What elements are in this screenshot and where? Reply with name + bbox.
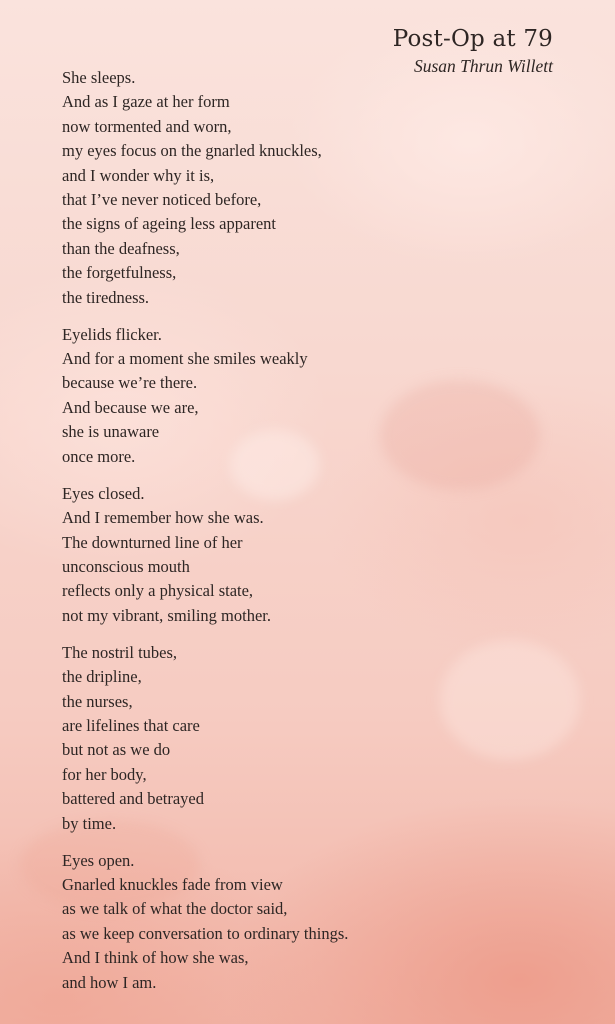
poem-line: as we keep conversation to ordinary things. bbox=[62, 923, 349, 943]
poem-line: The nostril tubes, bbox=[62, 642, 178, 662]
poem-line: And because we are, bbox=[62, 397, 199, 417]
poem-line: by time. bbox=[62, 813, 117, 833]
poem-line: as we talk of what the doctor said, bbox=[62, 899, 288, 919]
poem-line: that I’ve never noticed before, bbox=[62, 190, 262, 210]
poem-line: Eyes open. bbox=[62, 850, 135, 870]
poem-line: And as I gaze at her form bbox=[62, 92, 230, 112]
poem-line: once more. bbox=[62, 446, 136, 466]
poem-line: battered and betrayed bbox=[62, 789, 205, 809]
poem-line: reflects only a physical state, bbox=[62, 581, 254, 601]
poem-line: and how I am. bbox=[62, 972, 157, 992]
poem-line: And I remember how she was. bbox=[62, 508, 264, 528]
poem-line: not my vibrant, smiling mother. bbox=[62, 605, 271, 625]
poem-line: for her body, bbox=[62, 764, 147, 784]
poem-line: And I think of how she was, bbox=[62, 948, 249, 968]
poem-line: the signs of ageing less apparent bbox=[62, 214, 276, 234]
poem-line: Gnarled knuckles fade from view bbox=[62, 874, 283, 894]
poem-line: but not as we do bbox=[62, 740, 171, 760]
poem-line: She sleeps. bbox=[62, 68, 136, 87]
stanza bbox=[62, 641, 482, 836]
poem-line: are lifelines that care bbox=[62, 715, 200, 735]
stanza bbox=[62, 323, 482, 469]
poem-title: Post-Op at 79 bbox=[392, 26, 553, 52]
poem-line: the nurses, bbox=[62, 691, 133, 711]
poem-line: Eyelids flicker. bbox=[62, 324, 162, 344]
poem-line: and I wonder why it is, bbox=[62, 165, 215, 185]
poem-line: Eyes closed. bbox=[62, 483, 145, 503]
stanza bbox=[62, 849, 482, 995]
poem-line: the dripline, bbox=[62, 667, 142, 687]
poem-line: she is unaware bbox=[62, 422, 160, 442]
poem-line: The downturned line of her bbox=[62, 532, 243, 552]
poem-line: unconscious mouth bbox=[62, 556, 190, 576]
poem-line: because we’re there. bbox=[62, 373, 198, 393]
stanza bbox=[62, 66, 482, 310]
stanza bbox=[62, 482, 482, 628]
poem-line: now tormented and worn, bbox=[62, 116, 232, 136]
poem-line: my eyes focus on the gnarled knuckles, bbox=[62, 141, 322, 161]
poem-line: the forgetfulness, bbox=[62, 263, 177, 283]
poem-line: than the deafness, bbox=[62, 238, 180, 258]
poem-body bbox=[62, 66, 482, 1008]
poem-line: And for a moment she smiles weakly bbox=[62, 349, 308, 369]
poem-author: Susan Thrun Willett bbox=[413, 56, 553, 76]
poem-line: the tiredness. bbox=[62, 287, 150, 307]
